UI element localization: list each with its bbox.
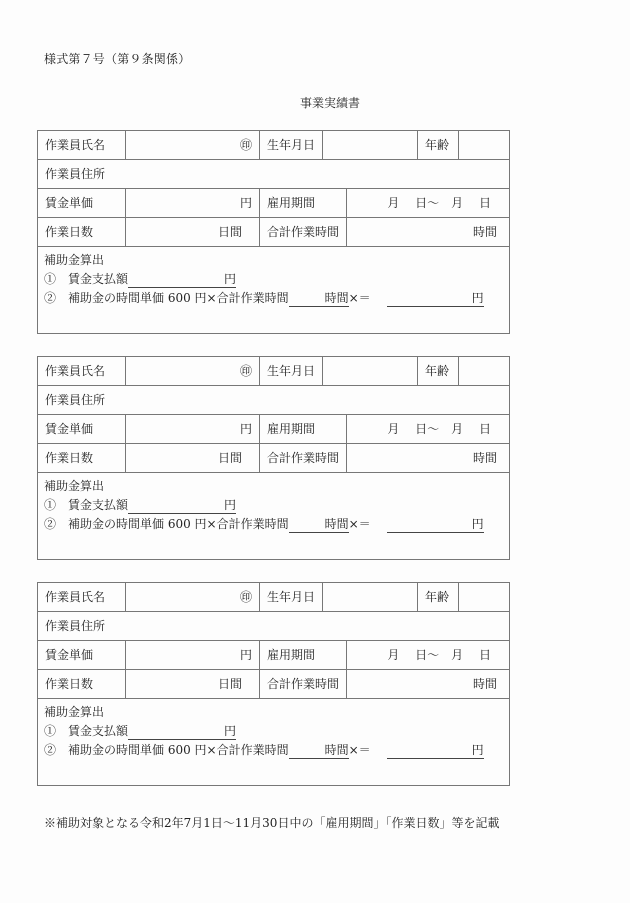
row-name <box>38 357 509 386</box>
calc-line-wage-paid <box>44 496 503 515</box>
hours-unit: 時間 <box>472 225 497 239</box>
days-unit: 日間 <box>217 451 242 465</box>
label-work-days: 作業日数 <box>45 451 94 465</box>
hours-unit: 時間 <box>324 743 349 757</box>
wage-paid-field[interactable] <box>128 272 236 288</box>
label-employment-period: 雇用期間 <box>259 641 346 669</box>
yen-unit: 円 <box>471 517 484 531</box>
row-days <box>38 670 509 699</box>
employment-period-field[interactable] <box>346 641 509 669</box>
calc-line-wage-paid <box>44 722 503 741</box>
wage-unit-field[interactable] <box>125 189 259 217</box>
wage-paid-field[interactable] <box>128 724 236 740</box>
wage-paid-label: ① 賃金支払額 <box>44 724 129 738</box>
worker-address-field[interactable] <box>125 160 509 188</box>
label-total-hours: 合計作業時間 <box>259 670 346 698</box>
birth-date-field[interactable] <box>322 131 417 159</box>
subsidy-amount-field[interactable] <box>387 517 484 533</box>
seal-icon: ㊞ <box>239 590 252 604</box>
document-title: 事業実績書 <box>299 96 360 110</box>
worker-record-table-1 <box>37 130 510 334</box>
label-worker-name: 作業員氏名 <box>45 590 106 604</box>
label-employment-period: 雇用期間 <box>259 189 346 217</box>
wage-paid-label: ① 賃金支払額 <box>44 498 129 512</box>
period-template: 月 日～ 月 日 <box>387 648 491 662</box>
worker-name-field[interactable] <box>125 357 259 385</box>
age-field[interactable] <box>458 131 509 159</box>
label-worker-address: 作業員住所 <box>45 167 106 181</box>
age-field[interactable] <box>458 583 509 611</box>
total-hours-field[interactable] <box>346 444 509 472</box>
hours-unit: 時間 <box>324 517 349 531</box>
worker-name-field[interactable] <box>125 583 259 611</box>
seal-icon: ㊞ <box>239 138 252 152</box>
row-days <box>38 218 509 247</box>
label-age: 年齢 <box>417 583 458 611</box>
employment-period-field[interactable] <box>346 415 509 443</box>
label-age: 年齢 <box>417 131 458 159</box>
work-days-field[interactable] <box>125 670 259 698</box>
row-name <box>38 583 509 612</box>
label-total-hours: 合計作業時間 <box>259 218 346 246</box>
label-employment-period: 雇用期間 <box>259 415 346 443</box>
yen-unit: 円 <box>471 291 484 305</box>
yen-unit: 円 <box>239 648 252 662</box>
days-unit: 日間 <box>217 677 242 691</box>
wage-paid-field[interactable] <box>128 498 236 514</box>
work-days-field[interactable] <box>125 444 259 472</box>
hours-field[interactable] <box>289 517 349 533</box>
calc-line-subsidy <box>44 515 503 534</box>
worker-record-table-2 <box>37 356 510 560</box>
subsidy-formula-label: ② 補助金の時間単価 600 円×合計作業時間 <box>44 743 289 757</box>
label-age: 年齢 <box>417 357 458 385</box>
label-birth-date: 生年月日 <box>259 131 322 159</box>
seal-icon: ㊞ <box>239 364 252 378</box>
row-address <box>38 386 509 415</box>
work-days-field[interactable] <box>125 218 259 246</box>
row-name <box>38 131 509 160</box>
yen-unit: 円 <box>224 498 237 512</box>
footer-note: ※補助対象となる令和2年7月1日～11月30日中の「雇用期間」「作業日数」等を記載 <box>44 816 500 830</box>
period-template: 月 日～ 月 日 <box>387 422 491 436</box>
times-equals: ×＝ <box>348 517 371 531</box>
hours-unit: 時間 <box>324 291 349 305</box>
total-hours-field[interactable] <box>346 670 509 698</box>
row-address <box>38 160 509 189</box>
label-birth-date: 生年月日 <box>259 357 322 385</box>
calc-heading: 補助金算出 <box>44 705 105 719</box>
label-birth-date: 生年月日 <box>259 583 322 611</box>
row-wage <box>38 641 509 670</box>
hours-field[interactable] <box>289 743 349 759</box>
wage-paid-label: ① 賃金支払額 <box>44 272 129 286</box>
subsidy-calculation <box>38 473 509 559</box>
label-worker-name: 作業員氏名 <box>45 138 106 152</box>
times-equals: ×＝ <box>348 291 371 305</box>
worker-address-field[interactable] <box>125 386 509 414</box>
birth-date-field[interactable] <box>322 583 417 611</box>
wage-unit-field[interactable] <box>125 641 259 669</box>
days-unit: 日間 <box>217 225 242 239</box>
row-wage <box>38 189 509 218</box>
label-work-days: 作業日数 <box>45 225 94 239</box>
calc-line-subsidy <box>44 289 503 308</box>
yen-unit: 円 <box>224 272 237 286</box>
row-wage <box>38 415 509 444</box>
employment-period-field[interactable] <box>346 189 509 217</box>
subsidy-calculation <box>38 699 509 785</box>
yen-unit: 円 <box>239 196 252 210</box>
label-wage-unit: 賃金単価 <box>45 422 94 436</box>
hours-field[interactable] <box>289 291 349 307</box>
calc-line-subsidy <box>44 741 503 760</box>
calc-heading: 補助金算出 <box>44 253 105 267</box>
subsidy-amount-field[interactable] <box>387 743 484 759</box>
label-wage-unit: 賃金単価 <box>45 196 94 210</box>
subsidy-formula-label: ② 補助金の時間単価 600 円×合計作業時間 <box>44 517 289 531</box>
subsidy-amount-field[interactable] <box>387 291 484 307</box>
total-hours-field[interactable] <box>346 218 509 246</box>
label-total-hours: 合計作業時間 <box>259 444 346 472</box>
label-work-days: 作業日数 <box>45 677 94 691</box>
calc-heading: 補助金算出 <box>44 479 105 493</box>
wage-unit-field[interactable] <box>125 415 259 443</box>
hours-unit: 時間 <box>472 677 497 691</box>
row-address <box>38 612 509 641</box>
yen-unit: 円 <box>471 743 484 757</box>
label-worker-address: 作業員住所 <box>45 619 106 633</box>
period-template: 月 日～ 月 日 <box>387 196 491 210</box>
label-worker-name: 作業員氏名 <box>45 364 106 378</box>
age-field[interactable] <box>458 357 509 385</box>
worker-record-table-3 <box>37 582 510 786</box>
label-wage-unit: 賃金単価 <box>45 648 94 662</box>
yen-unit: 円 <box>224 724 237 738</box>
row-days <box>38 444 509 473</box>
form-number: 様式第７号（第９条関係） <box>44 52 191 66</box>
hours-unit: 時間 <box>472 451 497 465</box>
birth-date-field[interactable] <box>322 357 417 385</box>
label-worker-address: 作業員住所 <box>45 393 106 407</box>
yen-unit: 円 <box>239 422 252 436</box>
times-equals: ×＝ <box>348 743 371 757</box>
calc-line-wage-paid <box>44 270 503 289</box>
worker-name-field[interactable] <box>125 131 259 159</box>
subsidy-formula-label: ② 補助金の時間単価 600 円×合計作業時間 <box>44 291 289 305</box>
subsidy-calculation <box>38 247 509 333</box>
worker-address-field[interactable] <box>125 612 509 640</box>
